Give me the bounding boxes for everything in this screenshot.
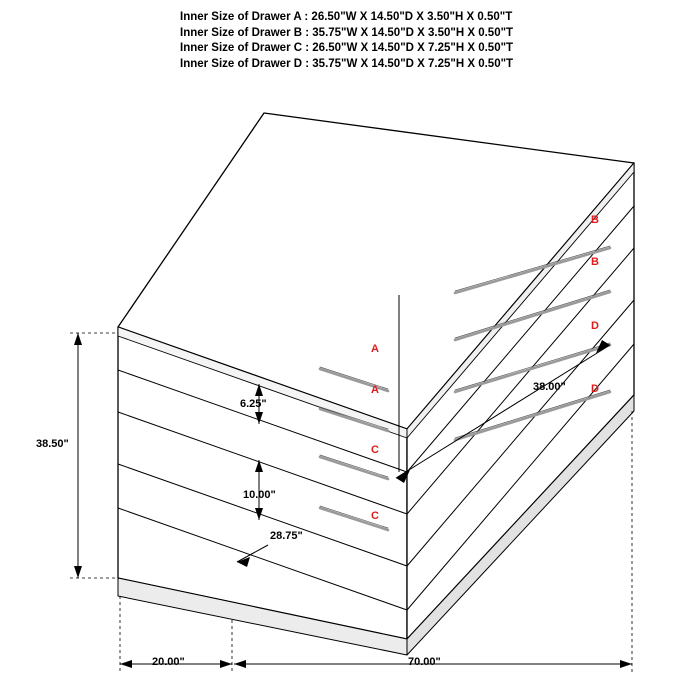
drawer-label-a2: A [371, 384, 379, 396]
drawer-label-b2: B [591, 256, 599, 268]
drawer-spec-d: Inner Size of Drawer D : 35.75"W X 14.50"D X 7.25"H X 0.50"T [180, 57, 514, 70]
drawer-label-b1: B [591, 214, 599, 226]
label-drawer-a-height: 6.25" [240, 398, 267, 410]
drawer-label-c1: C [371, 444, 379, 456]
drawer-label-a1: A [371, 343, 379, 355]
drawer-label-d1: D [591, 320, 599, 332]
drawer-label-c2: C [371, 510, 379, 522]
label-drawer-c-height: 10.00" [243, 489, 276, 501]
drawer-label-d2: D [591, 383, 599, 395]
label-depth-overall: 20.00" [152, 656, 185, 668]
drawer-spec-a: Inner Size of Drawer A : 26.50"W X 14.50"D X 3.50"H X 0.50"T [180, 11, 513, 23]
drawer-spec-c: Inner Size of Drawer C : 26.50"W X 14.50"D X 7.25"H X 0.50"T [180, 42, 514, 54]
label-lower-section-height: 28.75" [270, 530, 303, 542]
drawer-spec-b: Inner Size of Drawer B : 35.75"W X 14.50"D X 3.50"H X 0.50"T [180, 26, 514, 39]
label-diagonal-depth: 38.00" [533, 381, 566, 393]
label-width-overall: 70.00" [408, 656, 441, 668]
dimension-height-overall [70, 333, 118, 578]
label-height-overall: 38.50" [36, 438, 69, 450]
